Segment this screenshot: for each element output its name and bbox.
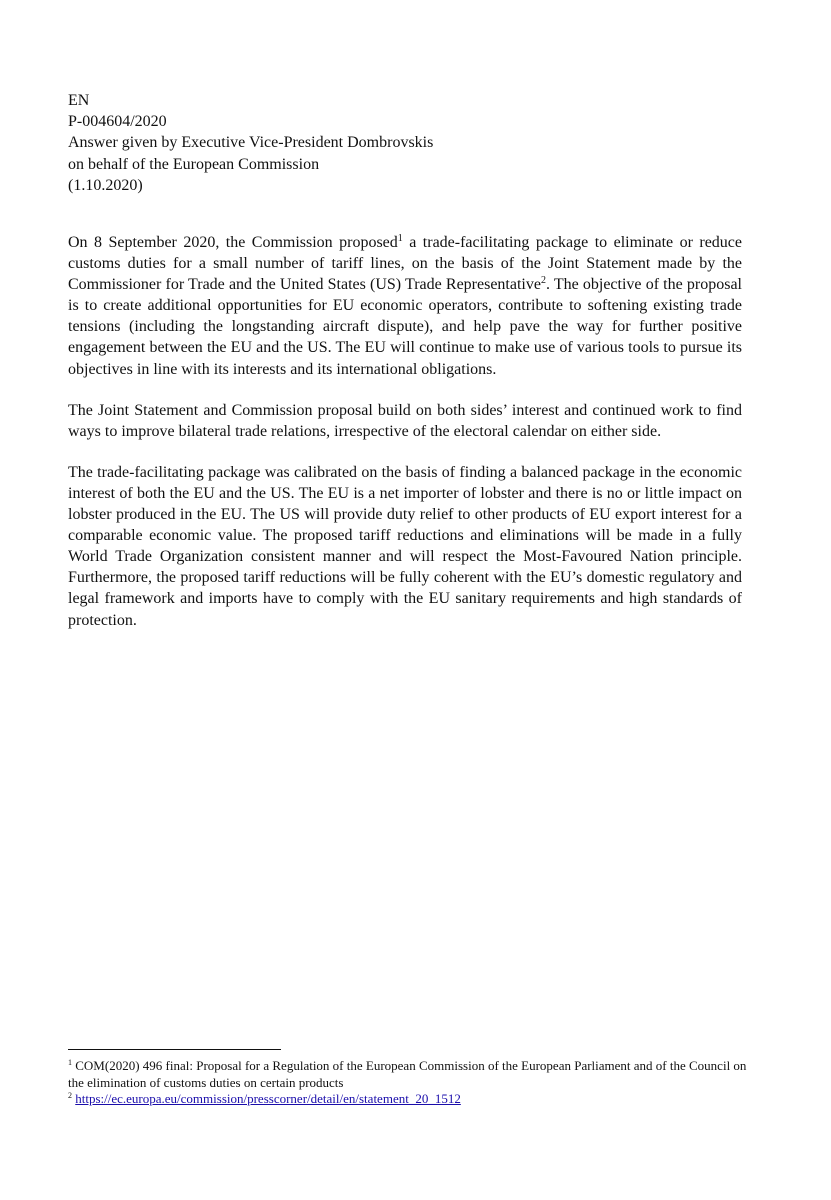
footnote-1-text: COM(2020) 496 final: Proposal for a Regulation of the European Commission of the European Parliament and of the Council on the elimination of customs duties on certain products bbox=[68, 1058, 747, 1090]
paragraph-3: The trade-facilitating package was calibrated on the basis of finding a balanced package in the economic interest of both the EU and the US. The EU is a net importer of lobster and there is no or little impact on lobster produced in the EU. The US will provide duty relief to other products of EU export interest for a comparable economic value. The proposed tariff reductions and eliminations will be made in a fully World Trade Organization consistent manner and will respect the Most-Favoured Nation principle. Furthermore, the proposed tariff reductions will be fully coherent with the EU’s domestic regulatory and legal framework and imports have to comply with the EU sanitary requirements and high standards of protection. bbox=[68, 463, 742, 629]
document-header bbox=[68, 90, 768, 196]
paragraph-1-part-2: a trade-facilitating package to eliminate or reduce customs duties for a small number of tariff lines, on the basis of the Joint Statement made by the Commissioner for Trade and the United States (US) Trade Representative bbox=[68, 234, 742, 294]
footnote-ref-1[interactable]: 1 bbox=[397, 233, 403, 244]
paragraph-2: The Joint Statement and Commission proposal build on both sides’ interest and continued work to find ways to improve bilateral trade relations, irrespective of the electoral calendar on either side. bbox=[68, 401, 742, 440]
footnote-1 bbox=[68, 1058, 748, 1091]
footnote-2 bbox=[68, 1091, 748, 1108]
behalf-line: on behalf of the European Commission bbox=[68, 155, 320, 173]
answer-body bbox=[68, 232, 742, 651]
footnote-2-number: 2 bbox=[68, 1091, 72, 1100]
paragraph-1-part-3: . The objective of the proposal is to create additional opportunities for EU economic operators, contribute to softening existing trade tensions (including the longstanding aircraft dispute), and help pave the way for further positive engagement between the EU and the US. The EU will continue to make use of various tools to pursue its objectives in line with its interests and its international obligations. bbox=[68, 276, 742, 378]
footnotes bbox=[68, 1058, 748, 1108]
paragraph-1-part-1: On 8 September 2020, the Commission proposed bbox=[68, 234, 398, 251]
question-reference: P-004604/2020 bbox=[68, 113, 167, 131]
answer-date: (1.10.2020) bbox=[68, 176, 143, 194]
footnote-1-number: 1 bbox=[68, 1058, 72, 1067]
language-code: EN bbox=[68, 92, 90, 109]
footnote-2-link[interactable]: https://ec.europa.eu/commission/presscorner/detail/en/statement_20_1512 bbox=[75, 1091, 461, 1106]
footnote-ref-2[interactable]: 2 bbox=[540, 275, 546, 287]
answer-attribution: Answer given by Executive Vice-President Dombrovskis bbox=[68, 134, 434, 152]
footnote-separator bbox=[68, 1049, 281, 1050]
paragraph-1 bbox=[68, 232, 742, 380]
